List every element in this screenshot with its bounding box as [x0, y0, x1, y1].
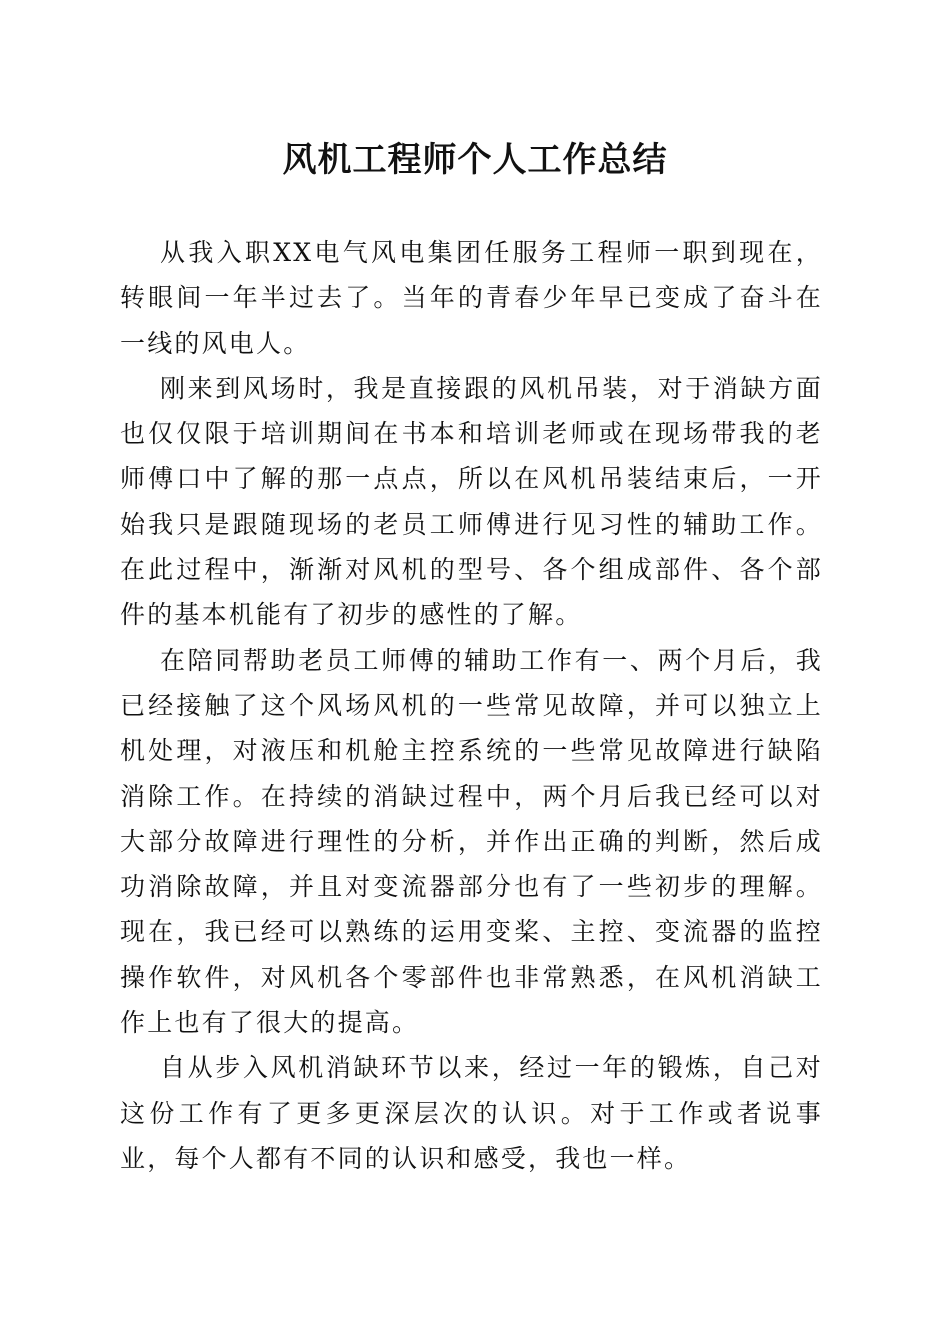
paragraph-1: 从我入职XX电气风电集团任服务工程师一职到现在，转眼间一年半过去了。当年的青春少年早已变成了奋斗在一线的风电人。: [120, 238, 823, 358]
paragraph-4: 自从步入风机消缺环节以来，经过一年的锻炼，自己对这份工作有了更多更深层次的认识。对于工作或者说事业，每个人都有不同的认识和感受，我也一样。: [120, 1053, 823, 1173]
paragraph-2: 刚来到风场时，我是直接跟的风机吊装，对于消缺方面也仅仅限于培训期间在书本和培训老师或在现场带我的老师傅口中了解的那一点点，所以在风机吊装结束后，一开始我只是跟随现场的老员工师傅进行见习性的辅助工作。在此过程中，渐渐对风机的型号、各个组成部件、各个部件的基本机能有了初步的感性的了解。: [120, 373, 823, 630]
document-title: 风机工程师个人工作总结: [282, 140, 668, 180]
document-body: [120, 230, 823, 1181]
paragraph-3: 在陪同帮助老员工师傅的辅助工作有一、两个月后，我已经接触了这个风场风机的一些常见故障，并可以独立上机处理，对液压和机舱主控系统的一些常见故障进行缺陷消除工作。在持续的消缺过程中，两个月后我已经可以对大部分故障进行理性的分析，并作出正确的判断，然后成功消除故障，并且对变流器部分也有了一些初步的理解。现在，我已经可以熟练的运用变桨、主控、变流器的监控操作软件，对风机各个零部件也非常熟悉，在风机消缺工作上也有了很大的提高。: [120, 645, 823, 1038]
